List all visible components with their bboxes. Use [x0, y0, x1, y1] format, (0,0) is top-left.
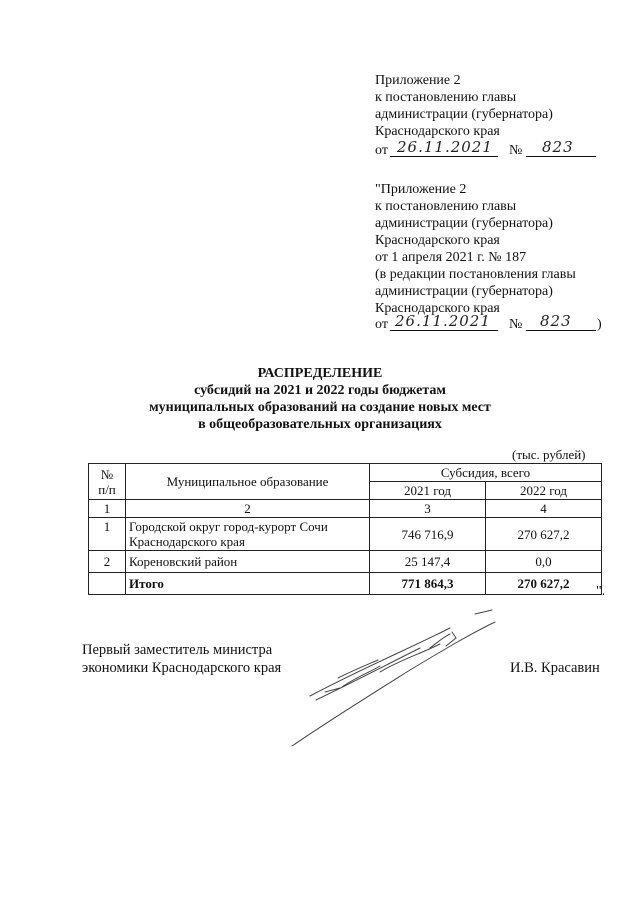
subsidy-table: [88, 463, 602, 595]
row-value-2022: 270 627,2: [486, 518, 602, 551]
header2-number: 823: [540, 312, 572, 330]
table-index-row: [89, 500, 602, 518]
header2-line8: Краснодарского края: [375, 301, 500, 316]
row-num: 2: [89, 551, 126, 573]
document-subtitle-line3: в общеобразовательных организациях: [198, 417, 442, 432]
header2-close-paren: ): [597, 317, 602, 332]
header1-number: 823: [542, 138, 574, 156]
header2-number-underline: [526, 330, 596, 331]
header2-number-label: №: [509, 317, 523, 332]
row-value-2021: 746 716,9: [370, 518, 486, 551]
total-value-2021: 771 864,3: [370, 573, 486, 595]
header1-line1: Приложение 2: [375, 73, 461, 88]
header1-line2: к постановлению главы: [375, 90, 517, 105]
signatory-position-line1: Первый заместитель министра: [82, 642, 273, 658]
total-num: [89, 573, 126, 595]
table-row: [89, 551, 602, 573]
document-subtitle-line2: муниципальных образований на создание новых мест: [149, 400, 491, 415]
index-cell: 2: [126, 500, 370, 518]
header1-line3: администрации (губернатора): [375, 107, 553, 122]
row-municipality: Городской округ город-курорт Сочи Краснодарского края: [126, 518, 370, 551]
handwritten-signature: [280, 608, 510, 758]
row-value-2021: 25 147,4: [370, 551, 486, 573]
document-subtitle-line1: субсидий на 2021 и 2022 годы бюджетам: [194, 383, 446, 398]
header2-line4: Краснодарского края: [375, 233, 500, 248]
header-year-2021: 2021 год: [370, 482, 486, 500]
index-cell: 1: [89, 500, 126, 518]
header2-line1: "Приложение 2: [375, 182, 467, 197]
row-value-2022: 0,0: [486, 551, 602, 573]
header2-from-label: от: [375, 317, 388, 332]
header1-date-underline: [390, 156, 498, 157]
signatory-name: И.В. Красавин: [510, 660, 600, 676]
row-municipality: Кореновский район: [126, 551, 370, 573]
end-quote-mark: ".: [596, 584, 606, 599]
document-title: РАСПРЕДЕЛЕНИЕ: [257, 366, 383, 381]
header2-date-underline: [390, 330, 498, 331]
header1-number-label: №: [509, 143, 523, 158]
header2-line3: администрации (губернатора): [375, 216, 553, 231]
header-num-line1: №: [100, 466, 114, 482]
total-label: Итого: [126, 573, 370, 595]
index-cell: 4: [486, 500, 602, 518]
header2-line5: от 1 апреля 2021 г. № 187: [375, 250, 527, 265]
row-num: 1: [89, 518, 126, 551]
header-num: [89, 464, 126, 500]
header-year-2022: 2022 год: [486, 482, 602, 500]
header1-line4: Краснодарского края: [375, 124, 500, 139]
header2-line7: администрации (губернатора): [375, 284, 553, 299]
table-header-row: [89, 464, 602, 482]
header-subsidy-total: Субсидия, всего: [370, 464, 602, 482]
signatory-position-line2: экономики Краснодарского края: [82, 660, 282, 676]
header2-date: 26.11.2021: [395, 312, 491, 330]
header2-line2: к постановлению главы: [375, 199, 517, 214]
header1-number-underline: [526, 156, 596, 157]
index-cell: 3: [370, 500, 486, 518]
header1-from-label: от: [375, 143, 388, 158]
header1-date: 26.11.2021: [397, 138, 493, 156]
header2-line6: (в редакции постановления главы: [375, 267, 576, 282]
header-num-line2: п/п: [98, 481, 116, 497]
total-value-2022: 270 627,2: [486, 573, 602, 595]
table-total-row: [89, 573, 602, 595]
units-label: (тыс. рублей): [512, 447, 586, 462]
table-row: [89, 518, 602, 551]
header-municipality: Муниципальное образование: [126, 464, 370, 500]
